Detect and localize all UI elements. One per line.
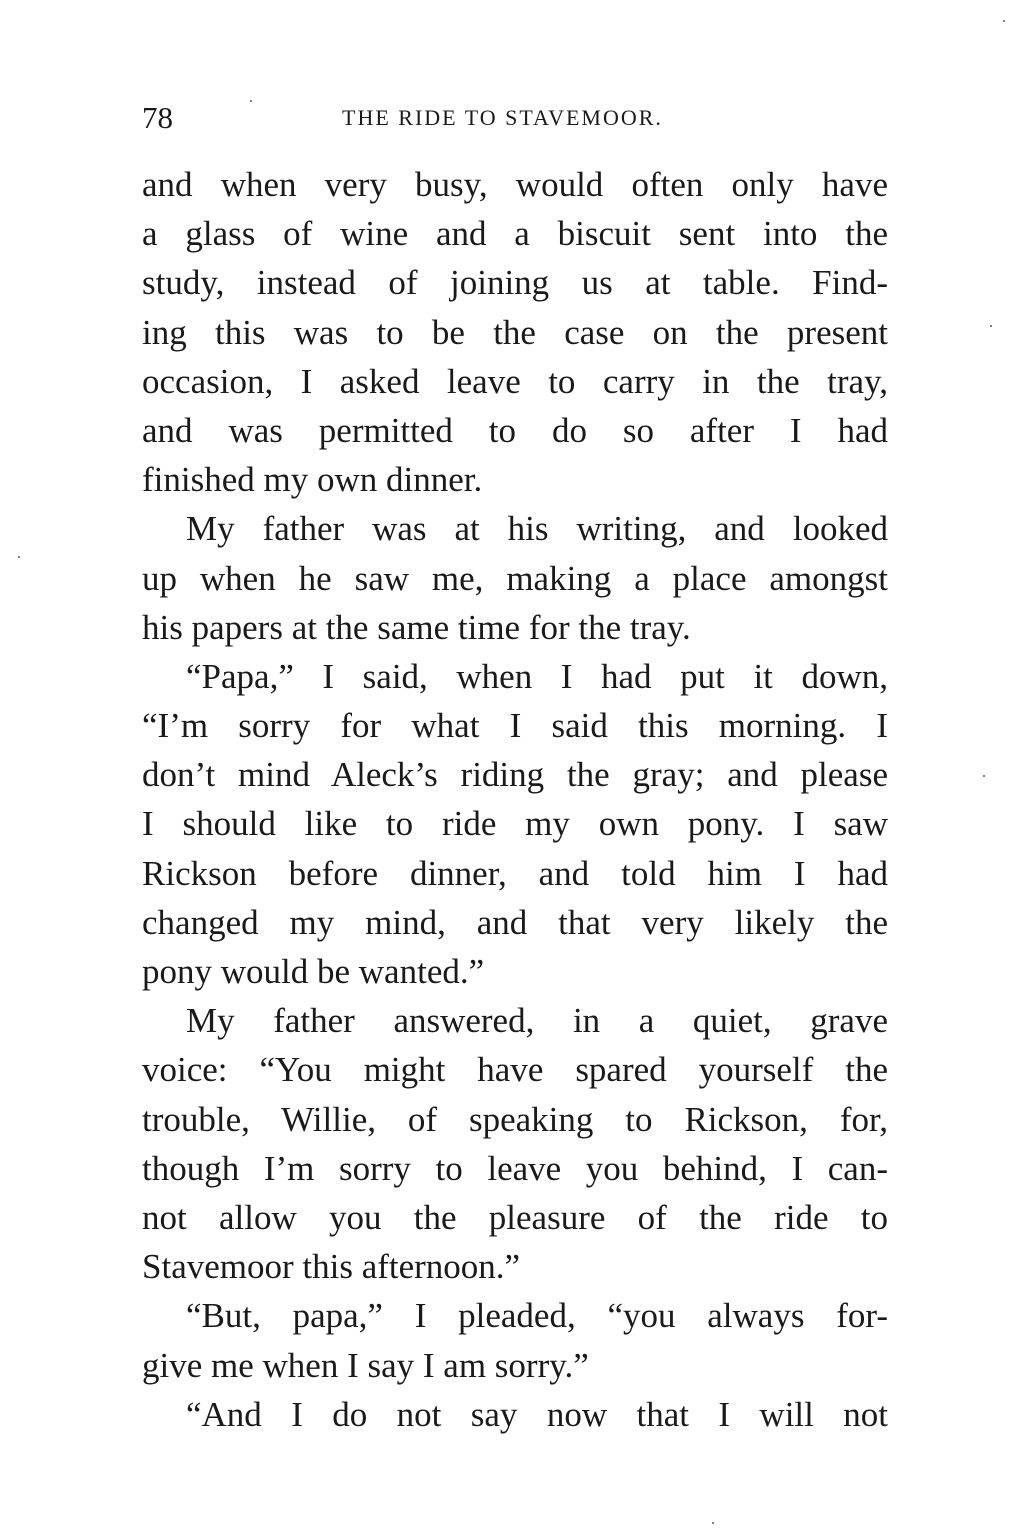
text-line: and was permitted to do so after I had <box>142 410 888 450</box>
text-line: and when very busy, would often only have <box>142 165 888 204</box>
text-line: “But, papa,” I pleaded, “you always for- <box>186 1296 888 1336</box>
paper-speck <box>1003 20 1005 22</box>
text-line: “And I do not say now that I will not <box>186 1394 888 1434</box>
text-line: his papers at the same time for the tray. <box>142 607 691 647</box>
text-line: ing this was to be the case on the present <box>142 312 888 352</box>
text-line: give me when I say I am sorry.” <box>142 1345 589 1385</box>
page-number: 78 <box>142 100 173 135</box>
text-line: Stavemoor this afternoon.” <box>142 1247 521 1287</box>
text-line: pony would be wanted.” <box>142 952 485 991</box>
text-line: a glass of wine and a biscuit sent into the <box>142 214 888 254</box>
text-line: don’t mind Aleck’s riding the gray; and please <box>142 755 888 795</box>
text-line: up when he saw me, making a place amongst <box>142 558 888 598</box>
text-line: I should like to ride my own pony. I saw <box>142 804 888 844</box>
text-line: occasion, I asked leave to carry in the tray, <box>142 361 888 401</box>
text-line: “I’m sorry for what I said this morning. I <box>142 706 888 746</box>
paper-speck <box>712 1522 714 1524</box>
paper-speck <box>18 556 20 558</box>
text-line: changed my mind, and that very likely the <box>142 902 888 942</box>
text-line: trouble, Willie, of speaking to Rickson, for, <box>142 1099 888 1139</box>
text-line: finished my own dinner. <box>142 460 483 500</box>
text-line: though I’m sorry to leave you behind, I can- <box>142 1148 888 1188</box>
paper-speck <box>990 325 992 327</box>
text-line: Rickson before dinner, and told him I had <box>142 853 888 893</box>
text-line: My father answered, in a quiet, grave <box>186 1001 888 1041</box>
paper-speck <box>250 100 252 102</box>
page-header <box>142 96 888 140</box>
paper-speck <box>983 775 985 777</box>
text-line: study, instead of joining us at table. Find- <box>142 263 888 303</box>
text-line: “Papa,” I said, when I had put it down, <box>186 656 888 696</box>
running-title: THE RIDE TO STAVEMOOR. <box>342 105 663 130</box>
text-line: not allow you the pleasure of the ride to <box>142 1197 888 1237</box>
text-line: voice: “You might have spared yourself the <box>142 1050 888 1090</box>
text-line: My father was at his writing, and looked <box>186 509 888 549</box>
body-text <box>142 160 888 1439</box>
